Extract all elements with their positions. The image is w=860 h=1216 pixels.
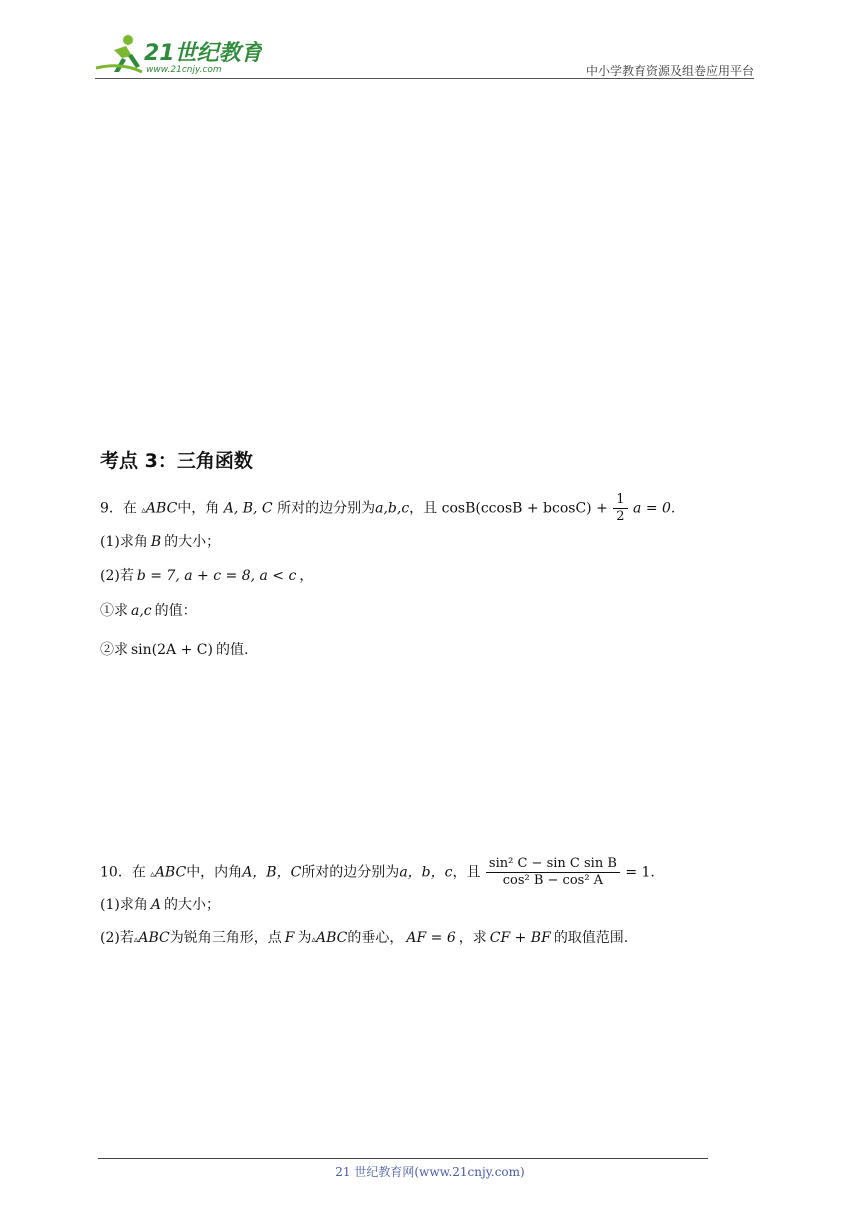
triangle-symbol: ▵ [150, 869, 155, 880]
footer-divider [98, 1158, 708, 1159]
q10-part2-text-2: 为 [297, 930, 312, 946]
logo [92, 28, 262, 78]
q9-sub2-text: ②求 [100, 642, 128, 658]
header-divider [95, 78, 754, 79]
q9-sub2 [100, 640, 248, 660]
q10-part2-f: F [284, 930, 295, 946]
q10-fraction-num: sin² C − sin C sin B [486, 856, 620, 873]
q10-expression-end: = 1 [625, 864, 651, 881]
q10-part2 [100, 928, 628, 950]
q9-stem [100, 492, 675, 525]
q9-fraction [613, 492, 627, 525]
q9-part1-end: 的大小； [164, 534, 221, 550]
q10-text-1: 中，内角 [186, 864, 243, 881]
q10-part1-var: A [150, 897, 161, 913]
q9-text-1: 中，角 [177, 500, 220, 517]
triangle-symbol: ▵ [311, 935, 316, 945]
q10-part2-af: AF = 6 [406, 930, 456, 946]
q9-sub2-expr: sin(2A + C) [131, 642, 213, 658]
q9-expression: cosB(ccosB + bcosC) + [441, 500, 608, 517]
runner-logo-icon [92, 28, 262, 78]
logo-text: 21世纪教育 [144, 41, 262, 66]
triangle-symbol: ▵ [141, 505, 146, 516]
triangle-symbol: ▵ [133, 935, 139, 945]
q10-part2-text-4: ，求 [458, 930, 487, 946]
q9-fraction-den: 2 [616, 509, 625, 524]
q9-part2 [100, 566, 313, 586]
q10-number: 10．在 [100, 864, 146, 881]
q9-sub1-end: 的值： [154, 603, 197, 619]
q9-part1-var: B [150, 534, 162, 550]
q10-part2-expr: CF + BF [489, 930, 551, 946]
q10-period: . [650, 864, 655, 881]
logo-url-text: www.21cnjy.com [146, 65, 222, 75]
q10-part2-abc2: ABC [316, 930, 348, 946]
q10-part2-text: (2)若 [100, 930, 134, 946]
q10-part1-end: 的大小； [163, 897, 220, 913]
q10-abc: ABC [154, 864, 187, 881]
q10-stem [100, 856, 655, 889]
q9-number: 9．在 [100, 500, 137, 517]
q9-part1 [100, 532, 220, 552]
q9-sub2-end: 的值. [215, 642, 249, 658]
q9-sub1-var: a,c [131, 603, 152, 619]
q10-part2-text-1: 为锐角三角形，点 [169, 930, 282, 946]
q9-abc: ABC [145, 500, 178, 517]
q9-part2-end: ， [299, 568, 314, 584]
q10-part1-text: (1)求角 [100, 897, 148, 913]
q9-text-3: ，且 [409, 500, 438, 517]
q9-part2-expr: b = 7, a + c = 8, a < c [136, 568, 297, 584]
section-title: 考点 3：三角函数 [100, 450, 253, 472]
q10-part2-text-3: 的垂心， [347, 930, 404, 946]
q10-part2-end: 的取值范围. [553, 930, 629, 946]
header-platform-text: 中小学教育资源及组卷应用平台 [585, 64, 754, 78]
q9-sub1-text: ①求 [100, 603, 128, 619]
q10-angles: A，B，C [242, 864, 302, 881]
q10-sides: a，b，c [399, 864, 453, 881]
q10-text-2: 所对的边分别为 [301, 864, 400, 881]
q10-part1 [100, 895, 220, 915]
q10-text-3: ，且 [452, 864, 481, 881]
q10-fraction-den: cos² B − cos² A [502, 873, 604, 888]
q9-fraction-num: 1 [613, 492, 627, 509]
q9-period: . [670, 500, 676, 517]
q10-part2-abc: ABC [138, 930, 170, 946]
q9-part2-text: (2)若 [100, 568, 134, 584]
q9-sub1 [100, 601, 197, 621]
footer-text: 21 世纪教育网(www.21cnjy.com) [335, 1165, 525, 1179]
q9-angles: A, B, C [223, 500, 273, 517]
q9-sides: a,b,c [375, 500, 410, 517]
q9-expression-end: a = 0 [633, 500, 671, 517]
q10-fraction [486, 856, 620, 889]
q9-text-2: 所对的边分别为 [277, 500, 376, 517]
q9-part1-text: (1)求角 [100, 534, 148, 550]
